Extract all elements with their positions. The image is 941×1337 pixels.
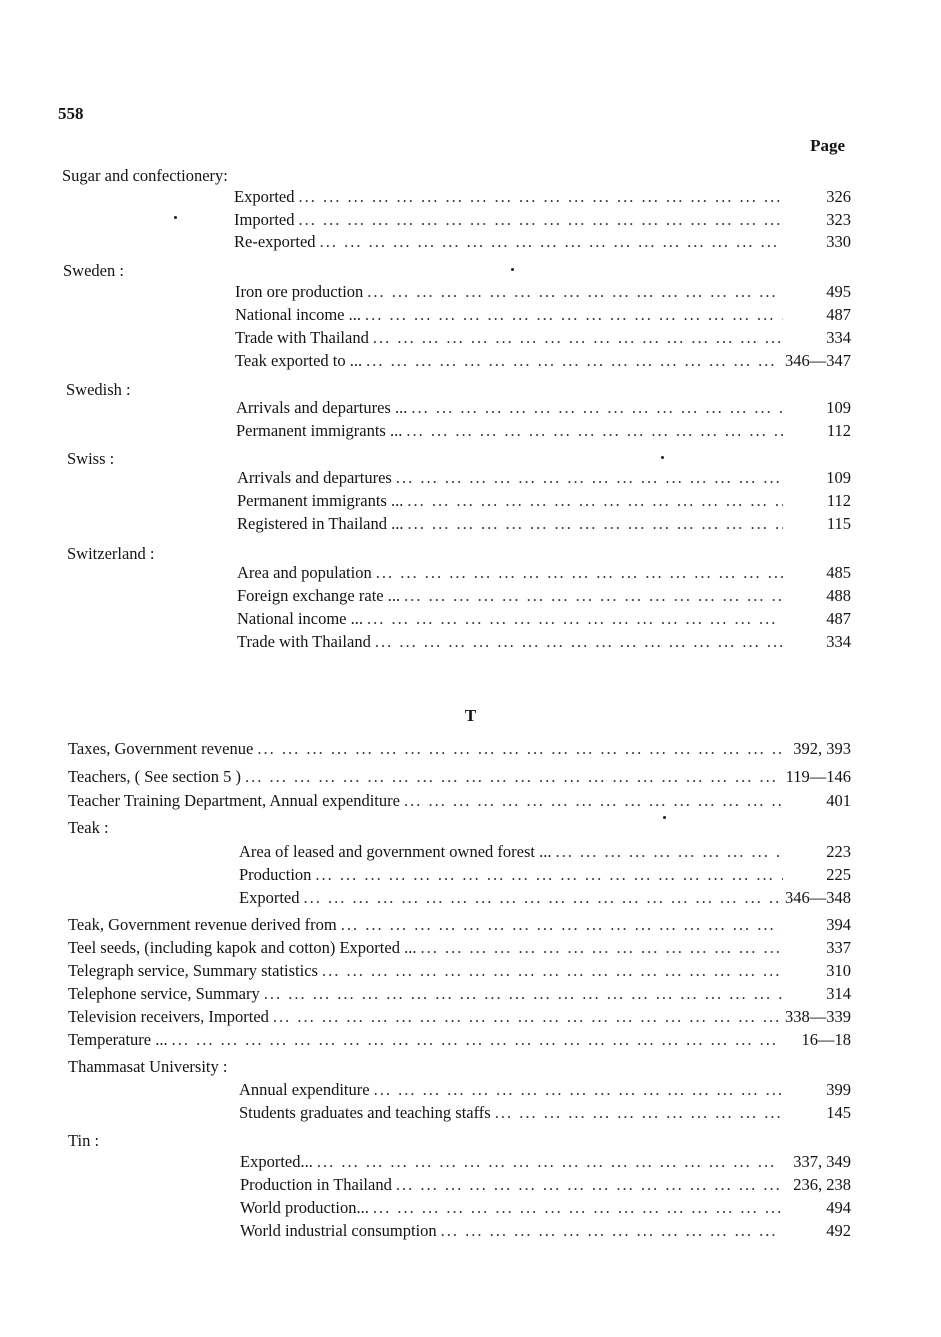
index-entry: Television receivers, Imported ... . 338—339	[68, 1007, 851, 1029]
scan-speck	[663, 816, 666, 819]
section-letter: T	[464, 706, 477, 725]
index-entry: Foreign exchange rate ... ... . 488	[237, 586, 851, 608]
index-entry: Teacher Training Department, Annual expenditure ... . 401	[68, 791, 851, 813]
index-entry: Iron ore production ... . 495	[235, 282, 851, 304]
index-entry: World production... ... . 494	[240, 1198, 851, 1220]
index-entry: Taxes, Government revenue ... . 392, 393	[68, 739, 851, 761]
index-entry: Trade with Thailand ... . 334	[237, 632, 851, 654]
index-heading-teak: Teak :	[68, 818, 109, 837]
scan-speck	[174, 216, 177, 219]
index-entry: National income ... ... . 487	[237, 609, 851, 631]
index-entry: Trade with Thailand ... . 334	[235, 328, 851, 350]
index-entry: World industrial consumption ... . 492	[240, 1221, 851, 1243]
index-entry: Permanent immigrants ... ... . 112	[237, 491, 851, 513]
index-entry: Arrivals and departures ... ... . 109	[236, 398, 851, 420]
index-entry: National income ... ... . 487	[235, 305, 851, 327]
index-entry: Students graduates and teaching staffs ... . 145	[239, 1103, 851, 1125]
scan-speck	[511, 268, 514, 271]
index-entry: Arrivals and departures ... . 109	[237, 468, 851, 490]
index-entry: Telegraph service, Summary statistics ... . 310	[68, 961, 851, 983]
index-entry: Production in Thailand ... . 236, 238	[240, 1175, 851, 1197]
index-heading-sugar: Sugar and confectionery:	[62, 166, 228, 185]
index-heading-sweden: Sweden :	[63, 261, 124, 280]
index-heading-thammasat: Thammasat University :	[68, 1057, 228, 1076]
index-entry: Teachers, ( See section 5 ) ... . 119—146	[68, 767, 851, 789]
index-entry: Temperature ... ... . 16—18	[68, 1030, 851, 1052]
index-heading-switzerland: Switzerland :	[67, 544, 155, 563]
index-entry: Teak exported to ... ... . 346—347	[235, 351, 851, 373]
index-entry: Teel seeds, (including kapok and cotton) Exported ... ... . 337	[68, 938, 851, 960]
index-entry: Telephone service, Summary ... . 314	[68, 984, 851, 1006]
index-entry: Production ... . 225	[239, 865, 851, 887]
scan-speck	[661, 456, 664, 459]
index-entry: Registered in Thailand ... ... . 115	[237, 514, 851, 536]
index-heading-swedish: Swedish :	[66, 380, 131, 399]
index-entry: Area of leased and government owned forest ... ... . 223	[239, 842, 851, 864]
index-entry: Area and population ... . 485	[237, 563, 851, 585]
index-entry: Imported ... . 323	[234, 210, 851, 232]
index-entry: Permanent immigrants ... ... . 112	[236, 421, 851, 443]
index-heading-tin: Tin :	[68, 1131, 100, 1150]
page-column-header: Page	[810, 136, 845, 155]
index-heading-swiss: Swiss :	[67, 449, 115, 468]
page-number: 558	[58, 104, 84, 123]
index-entry: Annual expenditure ... . 399	[239, 1080, 851, 1102]
index-entry: Exported ... . 326	[234, 187, 851, 209]
index-entry: Re-exported ... . 330	[234, 232, 851, 254]
index-entry: Exported... ... . 337, 349	[240, 1152, 851, 1174]
index-entry: Exported ... . 346—348	[239, 888, 851, 910]
index-entry: Teak, Government revenue derived from ... . 394	[68, 915, 851, 937]
